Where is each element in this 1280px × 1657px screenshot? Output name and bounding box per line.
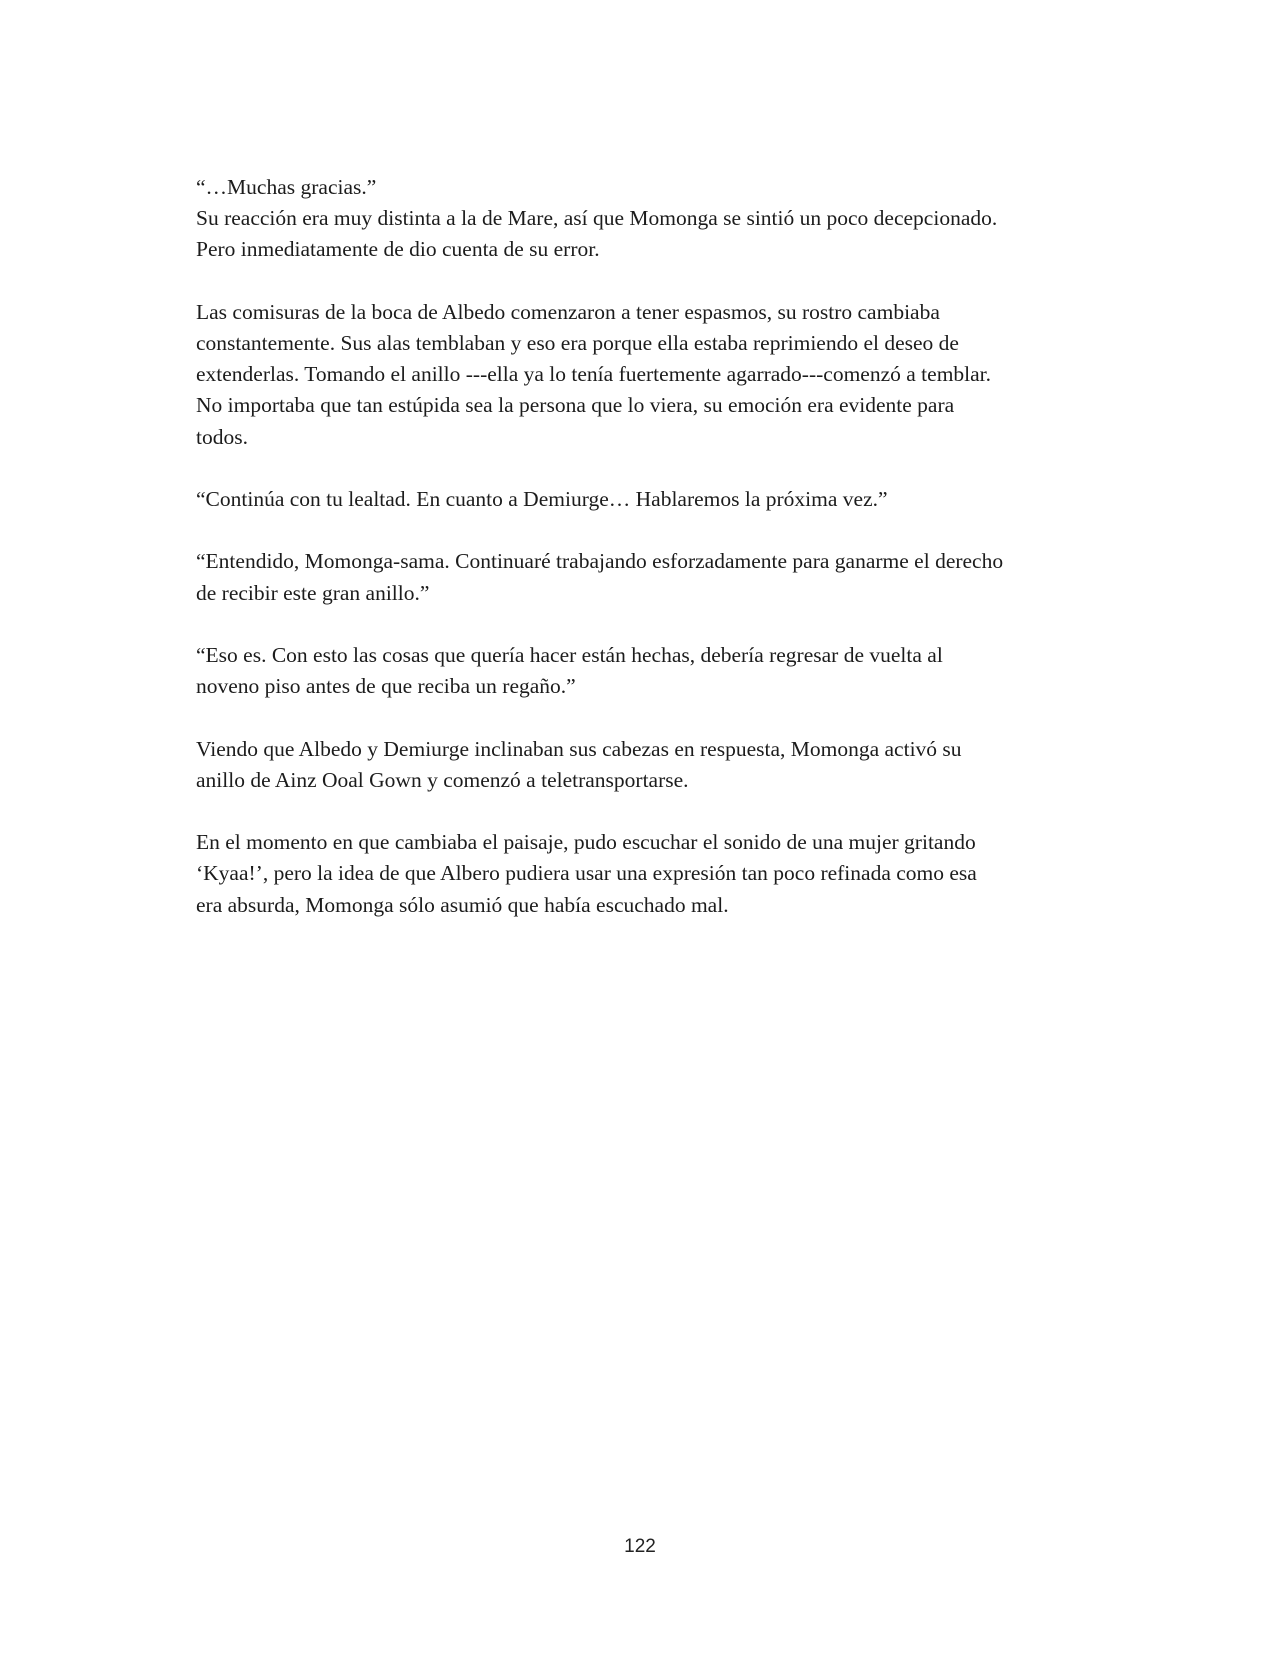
text-line: “Eso es. Con esto las cosas que quería hacer están hechas, debería regresar de vuelta al	[196, 642, 943, 667]
paragraph-1	[196, 172, 1101, 266]
paragraph-3	[196, 484, 1101, 515]
text-line: Pero inmediatamente de dio cuenta de su error.	[196, 237, 600, 262]
text-line: extenderlas. Tomando el anillo ---ella ya lo tenía fuertemente agarrado---comenzó a temblar.	[196, 362, 992, 387]
text-line: de recibir este gran anillo.”	[196, 580, 430, 605]
text-line: Su reacción era muy distinta a la de Mare, así que Momonga se sintió un poco decepcionado.	[196, 206, 998, 231]
text-line: “…Muchas gracias.”	[196, 175, 377, 199]
text-line: En el momento en que cambiaba el paisaje, pudo escuchar el sonido de una mujer gritando	[196, 830, 976, 855]
paragraph-5	[196, 640, 1101, 702]
text-line: Las comisuras de la boca de Albedo comenzaron a tener espasmos, su rostro cambiaba	[196, 299, 940, 324]
body-text	[196, 172, 1101, 952]
text-line: anillo de Ainz Ooal Gown y comenzó a teletransportarse.	[196, 767, 689, 792]
text-line: No importaba que tan estúpida sea la persona que lo viera, su emoción era evidente para	[196, 393, 955, 418]
text-line: ‘Kyaa!’, pero la idea de que Albero pudiera usar una expresión tan poco refinada como esa	[196, 861, 977, 886]
text-line: Viendo que Albedo y Demiurge inclinaban sus cabezas en respuesta, Momonga activó su	[196, 736, 962, 761]
paragraph-4	[196, 546, 1101, 608]
text-line: “Continúa con tu lealtad. En cuanto a Demiurge… Hablaremos la próxima vez.”	[196, 487, 888, 511]
text-line: constantemente. Sus alas temblaban y eso era porque ella estaba reprimiendo el deseo de	[196, 331, 959, 355]
page-number: 122	[624, 1536, 656, 1557]
paragraph-7	[196, 827, 1101, 921]
text-line: “Entendido, Momonga-sama. Continuaré trabajando esforzadamente para ganarme el derecho	[196, 549, 1004, 574]
paragraph-6	[196, 734, 1101, 796]
paragraph-2	[196, 297, 1101, 453]
text-line: era absurda, Momonga sólo asumió que había escuchado mal.	[196, 892, 729, 917]
text-line: todos.	[196, 424, 248, 449]
text-line: noveno piso antes de que reciba un regaño.”	[196, 674, 576, 699]
